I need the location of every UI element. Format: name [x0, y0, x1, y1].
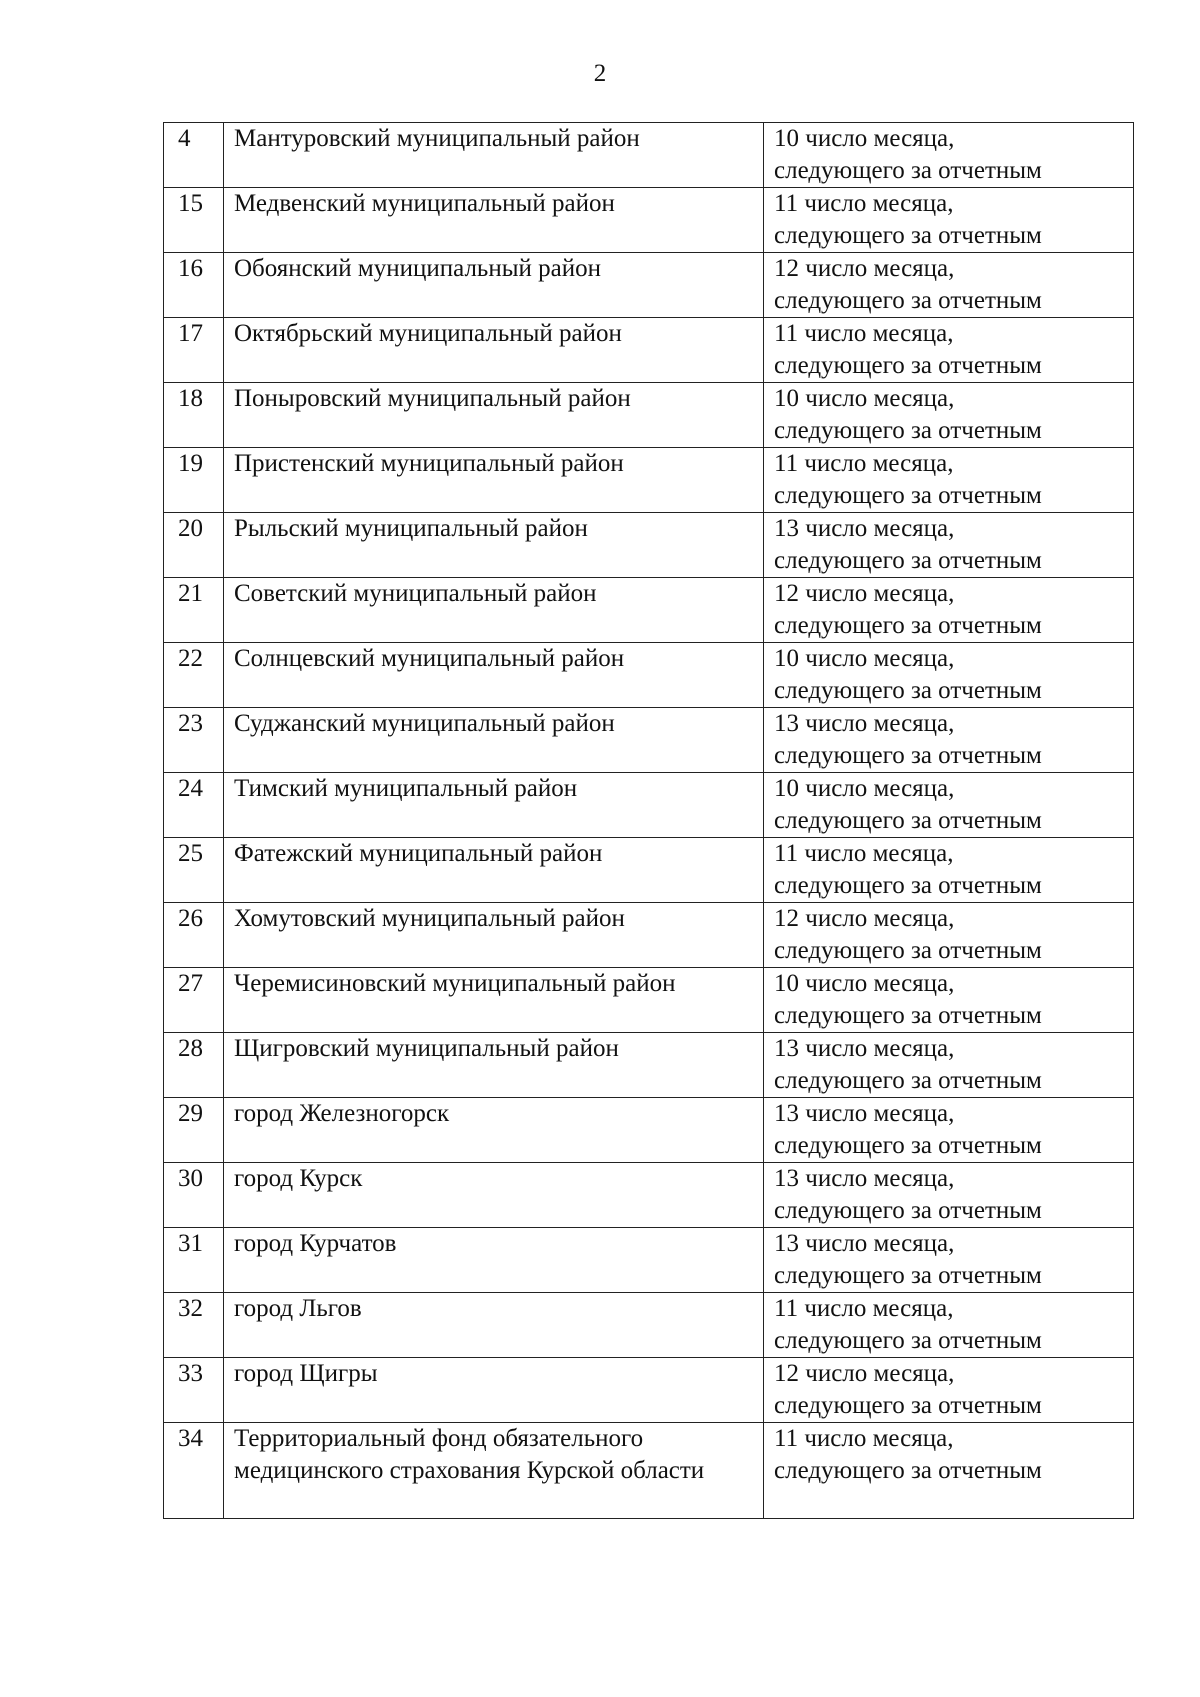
deadline-cell	[764, 123, 1134, 188]
row-number: 26	[164, 903, 224, 968]
deadline-day: 13 число месяца,	[774, 1035, 955, 1062]
table-row	[164, 643, 1134, 708]
organization-name: Рыльский муниципальный район	[224, 513, 764, 578]
organization-name: Мантуровский муниципальный район	[224, 123, 764, 188]
table-row	[164, 773, 1134, 838]
row-number: 23	[164, 708, 224, 773]
deadline-note: следующего за отчетным	[774, 547, 1042, 574]
deadline-note: следующего за отчетным	[774, 937, 1042, 964]
deadline-note: следующего за отчетным	[774, 417, 1042, 444]
deadline-note: следующего за отчетным	[774, 1132, 1042, 1159]
table-row	[164, 1293, 1134, 1358]
deadline-cell	[764, 513, 1134, 578]
organization-name: Суджанский муниципальный район	[224, 708, 764, 773]
deadline-cell	[764, 1358, 1134, 1423]
organization-name: Советский муниципальный район	[224, 578, 764, 643]
deadline-note: следующего за отчетным	[774, 157, 1042, 184]
deadline-note: следующего за отчетным	[774, 287, 1042, 314]
row-number: 21	[164, 578, 224, 643]
row-number: 27	[164, 968, 224, 1033]
table-row	[164, 838, 1134, 903]
deadline-cell	[764, 838, 1134, 903]
table-row	[164, 1163, 1134, 1228]
deadline-note: следующего за отчетным	[774, 1002, 1042, 1029]
organization-name: Щигровский муниципальный район	[224, 1033, 764, 1098]
deadline-note: следующего за отчетным	[774, 1067, 1042, 1094]
organization-name: Территориальный фонд обязательного медицинского страхования Курской области	[224, 1423, 764, 1519]
page-number: 2	[593, 60, 607, 87]
deadline-cell	[764, 1033, 1134, 1098]
deadline-note: следующего за отчетным	[774, 807, 1042, 834]
deadline-day: 13 число месяца,	[774, 710, 955, 737]
row-number: 17	[164, 318, 224, 383]
deadline-cell	[764, 773, 1134, 838]
deadline-cell	[764, 968, 1134, 1033]
deadline-note: следующего за отчетным	[774, 1392, 1042, 1419]
table-row	[164, 903, 1134, 968]
deadline-day: 11 число месяца,	[774, 1425, 954, 1452]
deadline-day: 11 число месяца,	[774, 320, 954, 347]
table-row	[164, 448, 1134, 513]
deadline-day: 11 число месяца,	[774, 840, 954, 867]
organization-name: Солнцевский муниципальный район	[224, 643, 764, 708]
deadline-day: 10 число месяца,	[774, 385, 955, 412]
deadline-day: 10 число месяца,	[774, 645, 955, 672]
deadline-cell	[764, 318, 1134, 383]
table-row	[164, 968, 1134, 1033]
row-number: 15	[164, 188, 224, 253]
organization-name: Поныровский муниципальный район	[224, 383, 764, 448]
organization-name: Октябрьский муниципальный район	[224, 318, 764, 383]
table-row	[164, 708, 1134, 773]
deadline-cell	[764, 903, 1134, 968]
row-number: 4	[164, 123, 224, 188]
deadline-day: 11 число месяца,	[774, 1295, 954, 1322]
deadline-note: следующего за отчетным	[774, 1197, 1042, 1224]
deadline-day: 10 число месяца,	[774, 125, 955, 152]
row-number: 24	[164, 773, 224, 838]
deadline-note: следующего за отчетным	[774, 677, 1042, 704]
deadline-day: 13 число месяца,	[774, 1165, 955, 1192]
table-row	[164, 1423, 1134, 1519]
table-row	[164, 1098, 1134, 1163]
table-row	[164, 513, 1134, 578]
table-row	[164, 123, 1134, 188]
table-row	[164, 1228, 1134, 1293]
organization-name: город Железногорск	[224, 1098, 764, 1163]
deadline-day: 13 число месяца,	[774, 1100, 955, 1127]
schedule-table	[163, 122, 1134, 1519]
deadline-cell	[764, 253, 1134, 318]
deadline-cell	[764, 1163, 1134, 1228]
row-number: 34	[164, 1423, 224, 1519]
row-number: 28	[164, 1033, 224, 1098]
organization-name: Тимский муниципальный район	[224, 773, 764, 838]
deadline-cell	[764, 1098, 1134, 1163]
deadline-note: следующего за отчетным	[774, 482, 1042, 509]
row-number: 31	[164, 1228, 224, 1293]
row-number: 30	[164, 1163, 224, 1228]
table-row	[164, 253, 1134, 318]
organization-name: Черемисиновский муниципальный район	[224, 968, 764, 1033]
organization-name: Медвенский муниципальный район	[224, 188, 764, 253]
table-row	[164, 578, 1134, 643]
deadline-cell	[764, 188, 1134, 253]
deadline-day: 12 число месяца,	[774, 255, 955, 282]
deadline-cell	[764, 578, 1134, 643]
deadline-note: следующего за отчетным	[774, 1327, 1042, 1354]
deadline-cell	[764, 1293, 1134, 1358]
deadline-day: 13 число месяца,	[774, 1230, 955, 1257]
deadline-note: следующего за отчетным	[774, 612, 1042, 639]
row-number: 32	[164, 1293, 224, 1358]
deadline-note: следующего за отчетным	[774, 872, 1042, 899]
table-row	[164, 1358, 1134, 1423]
deadline-cell	[764, 1423, 1134, 1519]
row-number: 33	[164, 1358, 224, 1423]
organization-name: город Льгов	[224, 1293, 764, 1358]
organization-name: Фатежский муниципальный район	[224, 838, 764, 903]
deadline-cell	[764, 383, 1134, 448]
row-number: 19	[164, 448, 224, 513]
table-row	[164, 383, 1134, 448]
deadline-day: 10 число месяца,	[774, 970, 955, 997]
row-number: 29	[164, 1098, 224, 1163]
deadline-cell	[764, 448, 1134, 513]
row-number: 22	[164, 643, 224, 708]
deadline-day: 12 число месяца,	[774, 580, 955, 607]
deadline-day: 12 число месяца,	[774, 905, 955, 932]
deadline-day: 13 число месяца,	[774, 515, 955, 542]
deadline-day: 11 число месяца,	[774, 450, 954, 477]
organization-name: город Щигры	[224, 1358, 764, 1423]
row-number: 16	[164, 253, 224, 318]
table-row	[164, 318, 1134, 383]
row-number: 25	[164, 838, 224, 903]
deadline-note: следующего за отчетным	[774, 1262, 1042, 1289]
organization-name: Обоянский муниципальный район	[224, 253, 764, 318]
deadline-cell	[764, 643, 1134, 708]
deadline-note: следующего за отчетным	[774, 1457, 1042, 1484]
deadline-note: следующего за отчетным	[774, 352, 1042, 379]
organization-name: Пристенский муниципальный район	[224, 448, 764, 513]
deadline-day: 11 число месяца,	[774, 190, 954, 217]
deadline-cell	[764, 708, 1134, 773]
row-number: 20	[164, 513, 224, 578]
deadline-cell	[764, 1228, 1134, 1293]
deadline-day: 12 число месяца,	[774, 1360, 955, 1387]
deadline-day: 10 число месяца,	[774, 775, 955, 802]
organization-name: Хомутовский муниципальный район	[224, 903, 764, 968]
table-row	[164, 188, 1134, 253]
row-number: 18	[164, 383, 224, 448]
organization-name: город Курчатов	[224, 1228, 764, 1293]
table-row	[164, 1033, 1134, 1098]
organization-name: город Курск	[224, 1163, 764, 1228]
deadline-note: следующего за отчетным	[774, 222, 1042, 249]
deadline-note: следующего за отчетным	[774, 742, 1042, 769]
